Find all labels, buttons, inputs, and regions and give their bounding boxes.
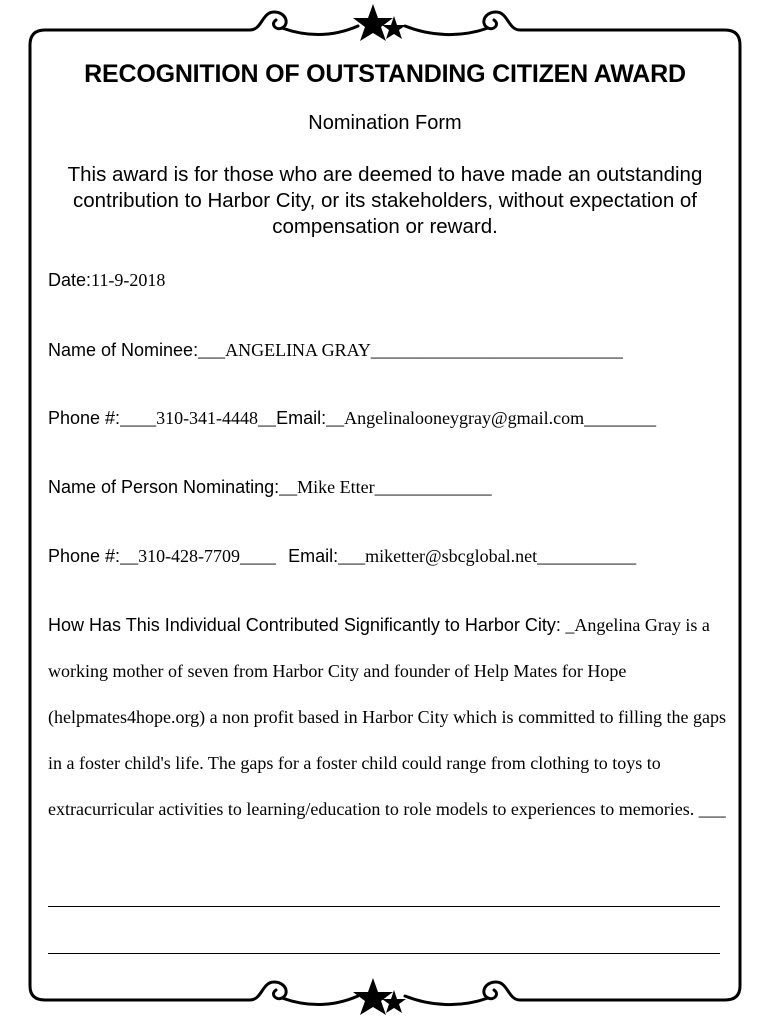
- nominator-contact-row: [48, 546, 636, 567]
- nominee-contact-row: [48, 408, 656, 429]
- award-description: This award is for those who are deemed to have made an outstanding contribution to Harbor City, or its stakeholders, without expectation of compensation or reward.: [67, 163, 703, 238]
- contribution-question: How Has This Individual Contributed Significantly to Harbor City:: [48, 615, 561, 635]
- blank-answer-line[interactable]: [48, 906, 720, 907]
- date-label: Date:: [48, 270, 92, 290]
- nominator-value[interactable]: __Mike Etter_____________: [279, 477, 492, 497]
- bottom-star-icon: [353, 978, 406, 1015]
- date-value[interactable]: 11-9-2018: [91, 270, 166, 290]
- nominee-email-value[interactable]: __Angelinalooneygray@gmail.com________: [326, 408, 657, 428]
- form-subtitle: Nomination Form: [308, 112, 462, 134]
- top-star-icon: [353, 4, 406, 41]
- nominee-field: [48, 340, 623, 361]
- nominee-value[interactable]: ___ANGELINA GRAY____________________________: [198, 340, 623, 360]
- nominator-phone-label: Phone #:: [48, 546, 121, 566]
- nominator-email-value[interactable]: ___miketter@sbcglobal.net___________: [338, 546, 637, 566]
- contribution-field: [48, 602, 728, 832]
- nominator-phone-value[interactable]: __310-428-7709____: [120, 546, 277, 566]
- blank-answer-line[interactable]: [48, 953, 720, 954]
- nominee-email-label: Email:: [276, 408, 327, 428]
- nominator-email-label: Email:: [288, 546, 339, 566]
- nominee-label: Name of Nominee:: [48, 340, 199, 360]
- contribution-answer[interactable]: _Angelina Gray is a working mother of seven from Harbor City and founder of Help Mates for Hope (helpmates4hope.org) a non profit based in Harbor City which is committed to filling the gaps in a foster child's life. The gaps for a foster child could range from clothing to toys to extracurricular activities to learning/education to role models to experiences to memories. ___: [48, 615, 727, 819]
- date-field: [48, 270, 165, 291]
- nominator-label: Name of Person Nominating:: [48, 477, 280, 497]
- nominator-field: [48, 477, 492, 498]
- nominee-phone-label: Phone #:: [48, 408, 121, 428]
- nominee-phone-value[interactable]: ____310-341-4448__: [120, 408, 277, 428]
- form-title: RECOGNITION OF OUTSTANDING CITIZEN AWARD: [84, 60, 686, 88]
